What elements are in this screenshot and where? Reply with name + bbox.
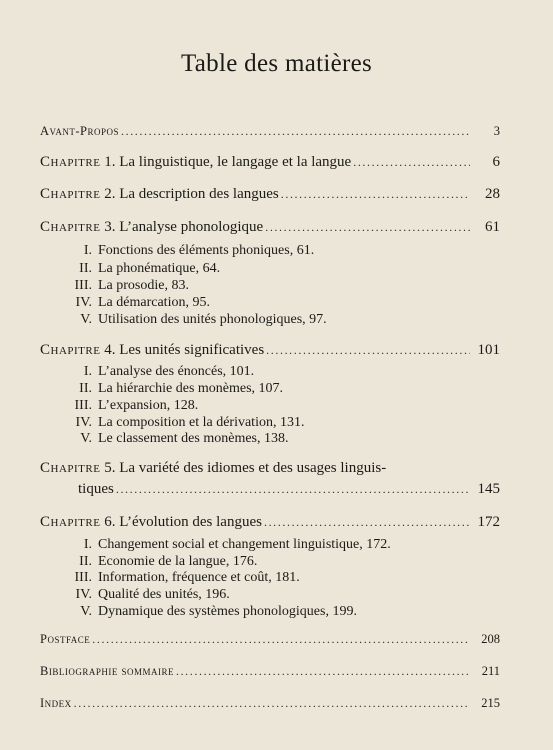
- leader-dots: [116, 482, 470, 497]
- section-number: IV.: [75, 587, 92, 602]
- leader-dots: [265, 220, 470, 235]
- leader-dots: [264, 515, 470, 530]
- section-number: II.: [79, 261, 92, 276]
- section-item[interactable]: [62, 295, 210, 311]
- toc-entry-chapitre-5[interactable]: [40, 460, 386, 477]
- toc-entry-chapitre-3[interactable]: [40, 219, 500, 236]
- section-text: La prosodie, 83.: [98, 278, 189, 293]
- section-item[interactable]: [62, 278, 189, 294]
- section-number: II.: [79, 554, 92, 569]
- section-text: L’expansion, 128.: [98, 398, 199, 413]
- leader-dots: [74, 696, 470, 711]
- section-item[interactable]: [62, 604, 357, 620]
- chapter-label: Chapitre: [40, 154, 101, 170]
- section-number: I.: [83, 243, 92, 258]
- section-item[interactable]: [62, 570, 300, 586]
- chapter-title: Les unités significatives: [119, 342, 265, 358]
- chapter-title: L’évolution des langues: [119, 514, 262, 530]
- toc-entry-chapitre-1[interactable]: [40, 154, 500, 171]
- section-number: III.: [74, 570, 92, 585]
- section-item[interactable]: [62, 415, 304, 431]
- section-item[interactable]: [62, 431, 289, 447]
- chapter-number: 5.: [104, 460, 116, 476]
- toc-entry-avant-propos[interactable]: [40, 124, 500, 139]
- section-item[interactable]: [62, 243, 314, 259]
- section-text: La démarcation, 95.: [98, 295, 210, 310]
- toc-entry-postface[interactable]: [40, 632, 500, 647]
- section-number: III.: [74, 398, 92, 413]
- section-item[interactable]: [62, 312, 327, 328]
- section-number: I.: [83, 364, 92, 379]
- chapter-number: 6.: [104, 514, 116, 530]
- chapter-label: Chapitre: [40, 186, 101, 202]
- chapter-number: 3.: [104, 219, 116, 235]
- toc-entry-chapitre-2[interactable]: [40, 186, 500, 203]
- section-number: V.: [80, 312, 92, 327]
- page-number: 6: [492, 154, 500, 170]
- section-number: III.: [74, 278, 92, 293]
- section-text: Qualité des unités, 196.: [98, 587, 230, 602]
- toc-entry-chapitre-6[interactable]: [40, 514, 500, 531]
- section-item[interactable]: [62, 381, 283, 397]
- section-text: Economie de la langue, 176.: [98, 554, 258, 569]
- section-text: L’analyse des énoncés, 101.: [98, 364, 255, 379]
- chapter-number: 2.: [104, 186, 116, 202]
- chapter-title: La linguistique, le langage et la langue: [119, 154, 352, 170]
- section-item[interactable]: [62, 554, 257, 570]
- entry-label: Index: [40, 696, 72, 710]
- leader-dots: [281, 187, 470, 202]
- section-text: Changement social et changement linguistique, 172.: [98, 537, 391, 552]
- entry-label: Postface: [40, 632, 91, 646]
- section-item[interactable]: [62, 587, 230, 603]
- page-number: 101: [477, 342, 500, 358]
- section-number: V.: [80, 604, 92, 619]
- page-number: 208: [481, 632, 500, 646]
- section-text: La phonématique, 64.: [98, 261, 221, 276]
- page-number: 145: [477, 481, 500, 497]
- chapter-title: L’analyse phonologique: [119, 219, 264, 235]
- leader-dots: [92, 632, 470, 647]
- entry-label: Bibliographie sommaire: [40, 664, 174, 678]
- entry-label: Avant-Propos: [40, 124, 119, 138]
- chapter-label: Chapitre: [40, 219, 101, 235]
- section-text: La composition et la dérivation, 131.: [98, 415, 305, 430]
- page-number: 215: [481, 696, 500, 710]
- chapter-label: Chapitre: [40, 342, 101, 358]
- chapter-title-line2: tiques: [78, 481, 114, 497]
- page-number: 172: [477, 514, 500, 530]
- section-text: Fonctions des éléments phoniques, 61.: [98, 243, 315, 258]
- page-number: 61: [485, 219, 500, 235]
- chapter-label: Chapitre: [40, 460, 101, 476]
- chapter-title: La description des langues: [119, 186, 279, 202]
- leader-dots: [353, 155, 470, 170]
- toc-entry-chapitre-5-continued[interactable]: [78, 481, 500, 498]
- section-item[interactable]: [62, 537, 391, 553]
- section-text: Utilisation des unités phonologiques, 97.: [98, 312, 327, 327]
- section-item[interactable]: [62, 364, 254, 380]
- section-text: Information, fréquence et coût, 181.: [98, 570, 300, 585]
- section-number: IV.: [75, 295, 92, 310]
- section-text: Dynamique des systèmes phonologiques, 199.: [98, 604, 357, 619]
- toc-entry-chapitre-4[interactable]: [40, 342, 500, 359]
- section-item[interactable]: [62, 398, 198, 414]
- chapter-number: 4.: [104, 342, 116, 358]
- chapter-title-line1: La variété des idiomes et des usages linguis-: [119, 460, 387, 476]
- page-number: 211: [481, 664, 500, 678]
- page-title: Table des matières: [180, 50, 373, 77]
- section-number: I.: [83, 537, 92, 552]
- leader-dots: [121, 124, 470, 139]
- page-number: 28: [485, 186, 500, 202]
- leader-dots: [176, 664, 470, 679]
- toc-entry-bibliographie[interactable]: [40, 664, 500, 679]
- section-item[interactable]: [62, 261, 220, 277]
- section-number: II.: [79, 381, 92, 396]
- leader-dots: [266, 343, 470, 358]
- section-number: IV.: [75, 415, 92, 430]
- chapter-number: 1.: [104, 154, 116, 170]
- page-number: 3: [493, 124, 500, 138]
- toc-entry-index[interactable]: [40, 696, 500, 711]
- section-text: Le classement des monèmes, 138.: [98, 431, 289, 446]
- section-text: La hiérarchie des monèmes, 107.: [98, 381, 284, 396]
- chapter-label: Chapitre: [40, 514, 101, 530]
- section-number: V.: [80, 431, 92, 446]
